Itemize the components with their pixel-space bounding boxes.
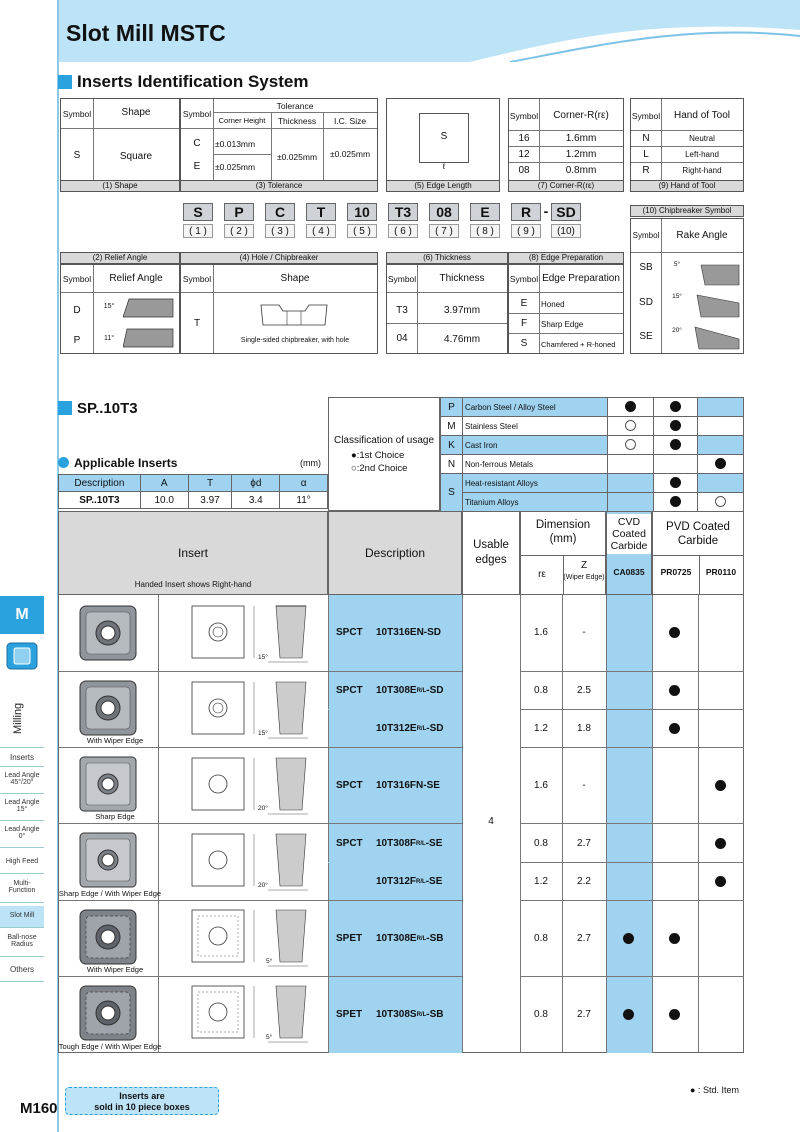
std-dot-icon [715, 838, 726, 851]
std-dot-icon [715, 876, 726, 889]
insert-drawing [168, 676, 323, 744]
hole-table: Symbol Shape T Single-sided chipbreaker, with hole [180, 264, 378, 354]
second-choice-icon [625, 439, 636, 450]
insert-drawing [168, 980, 323, 1048]
code-box: C [265, 203, 295, 221]
chipbreaker-hole-icon [259, 301, 329, 329]
hand-table: Symbol Hand of Tool N Neutral L Left-hand R Right-hand [630, 98, 744, 182]
rake-sb-icon [687, 261, 741, 287]
edge-length-caption: (5) Edge Length [386, 180, 500, 192]
pvd-header: PVD Coated Carbide PR0725 PR0110 [652, 511, 744, 595]
chipbreaker-caption: (10) Chipbreaker Symbol [630, 205, 744, 217]
std-dot-icon [669, 933, 680, 946]
std-dot-icon [669, 627, 680, 640]
side-tab-active[interactable]: Slot Mill [0, 906, 44, 928]
side-tab[interactable]: Inserts [0, 747, 44, 767]
header-wave-graphic [470, 0, 800, 62]
code-number: ( 1 ) [183, 224, 213, 238]
insert-photo [74, 604, 142, 662]
insert-photo [74, 831, 142, 889]
thickness-caption: (6) Thickness [386, 252, 508, 264]
page-title: Slot Mill MSTC [66, 20, 226, 46]
milling-label: Milling [12, 702, 24, 734]
std-dot-icon [670, 439, 681, 450]
corner-r-table: Symbol Corner-R(rε) 16 1.6mm 12 1.2mm 08 0.8mm [508, 98, 624, 182]
usable-header: Usable edges [462, 511, 520, 595]
code-number: ( 8 ) [470, 224, 500, 238]
std-dot-icon [670, 477, 681, 488]
code-box: T [306, 203, 336, 221]
insert-photo [74, 755, 142, 813]
edge-prep-caption: (8) Edge Preparation [508, 252, 624, 264]
description-column [328, 595, 462, 1053]
material-row: N Non-ferrous Metals [441, 455, 744, 474]
side-tab[interactable]: Others [0, 960, 44, 982]
insert-drawing [168, 600, 323, 668]
insert-header: Insert Handed Insert shows Right-hand [58, 511, 328, 595]
code-number: ( 7 ) [429, 224, 459, 238]
std-dot-icon [669, 1009, 680, 1022]
material-row: P Carbon Steel / Alloy Steel [441, 398, 744, 417]
side-tab[interactable]: Lead Angle 45°/20° [0, 770, 44, 794]
rake-se-icon [687, 325, 741, 351]
edge-length-box: S ℓ [386, 98, 500, 182]
usable-edges-value: 4 [488, 816, 494, 827]
second-choice-icon [625, 420, 636, 431]
thickness-table: Symbol Thickness T3 3.97mm 04 4.76mm [386, 264, 508, 354]
side-tab[interactable]: Ball-nose Radius [0, 931, 44, 957]
shape-caption: (1) Shape [60, 180, 180, 192]
code-number: ( 4 ) [306, 224, 336, 238]
tolerance-table: Symbol Tolerance Corner Height Thickness I.C. Size C ±0.013mm E ±0.025mm ±0.025mm ±0.025mm [180, 98, 378, 182]
std-dot-icon [623, 933, 634, 946]
code-box: 10 [347, 203, 377, 221]
dims-table: Description A T ϕd α SP..10T3 10.0 3.97 3.4 11° [58, 474, 328, 509]
relief-table: Symbol Relief Angle D 15° P 11° [60, 264, 180, 354]
std-dot-icon [625, 401, 636, 412]
insert-drawing [168, 752, 323, 820]
classification-box: Classification of usage ●:1st Choice ○:2nd Choice [328, 397, 440, 511]
relief-15-icon [123, 297, 175, 319]
rake-sd-icon [687, 293, 741, 319]
code-dash: - [543, 203, 549, 219]
code-box: E [470, 203, 500, 221]
material-row: M Stainless Steel [441, 417, 744, 436]
std-dot-icon [715, 458, 726, 469]
std-dot-icon [670, 496, 681, 507]
code-number: ( 5 ) [347, 224, 377, 238]
code-number: ( 2 ) [224, 224, 254, 238]
cvd-header: CVD Coated Carbide CA0835 [606, 511, 652, 595]
code-box: P [224, 203, 254, 221]
milling-category-icon [6, 642, 38, 670]
insert-drawing [168, 828, 323, 896]
section-square-icon [58, 401, 72, 415]
edge-prep-table: Symbol Edge Preparation E Honed F Sharp Edge S Chamfered + R-honed [508, 264, 624, 354]
relief-11-icon [123, 327, 175, 349]
description-header: Description [328, 511, 462, 595]
title-bar [58, 0, 800, 62]
insert-photo [74, 908, 142, 966]
insert-photo [74, 679, 142, 737]
second-choice-icon [715, 496, 726, 507]
std-dot-icon [670, 401, 681, 412]
ident-heading: Inserts Identification System [58, 72, 308, 92]
dimension-header: Dimension (mm) rε Z (Wiper Edge) [520, 511, 606, 595]
material-row: K Cast Iron [441, 436, 744, 455]
shape-table: Symbol Shape S Square [60, 98, 180, 182]
hand-caption: (9) Hand of Tool [630, 180, 744, 192]
hole-caption: (4) Hole / Chipbreaker [180, 252, 378, 264]
legend: ● : Std. Item [690, 1085, 739, 1095]
insert-drawing [168, 904, 323, 972]
code-number: ( 9 ) [511, 224, 541, 238]
sp-heading: SP..10T3 [58, 400, 138, 417]
page-number: M160 [20, 1100, 58, 1117]
material-row: Titanium Alloys [441, 493, 744, 512]
std-dot-icon [715, 780, 726, 793]
std-dot-icon [669, 685, 680, 698]
code-box: 08 [429, 203, 459, 221]
side-tab[interactable]: Multi-Function [0, 877, 44, 903]
insert-photo [74, 984, 142, 1042]
tolerance-caption: (3) Tolerance [180, 180, 378, 192]
std-dot-icon [669, 723, 680, 736]
code-box: S [183, 203, 213, 221]
code-number: ( 6 ) [388, 224, 418, 238]
corner-r-caption: (7) Corner-R(rε) [508, 180, 624, 192]
unit-label: (mm) [300, 458, 321, 468]
code-box: T3 [388, 203, 418, 221]
side-tab[interactable]: Lead Angle 15° [0, 797, 44, 821]
materials-table [440, 397, 744, 512]
code-number: ( 3 ) [265, 224, 295, 238]
footer-note: Inserts are sold in 10 piece boxes [65, 1087, 219, 1115]
code-box: R [511, 203, 541, 221]
relief-caption: (2) Relief Angle [60, 252, 180, 264]
section-letter: M [0, 596, 44, 634]
code-box: SD [551, 203, 581, 221]
chipbreaker-table: Symbol Rake Angle SB 5° SD 15° SE 20° [630, 218, 744, 354]
bullet-icon [58, 457, 69, 468]
side-tab[interactable]: Lead Angle 0° [0, 824, 44, 848]
material-row: S Heat-resistant Alloys [441, 474, 744, 493]
applicable-heading: Applicable Inserts [58, 456, 177, 470]
cva-column [606, 595, 652, 1053]
side-tab[interactable]: High Feed [0, 852, 44, 874]
code-number: (10) [551, 224, 581, 238]
section-square-icon [58, 75, 72, 89]
std-dot-icon [670, 420, 681, 431]
std-dot-icon [623, 1009, 634, 1022]
